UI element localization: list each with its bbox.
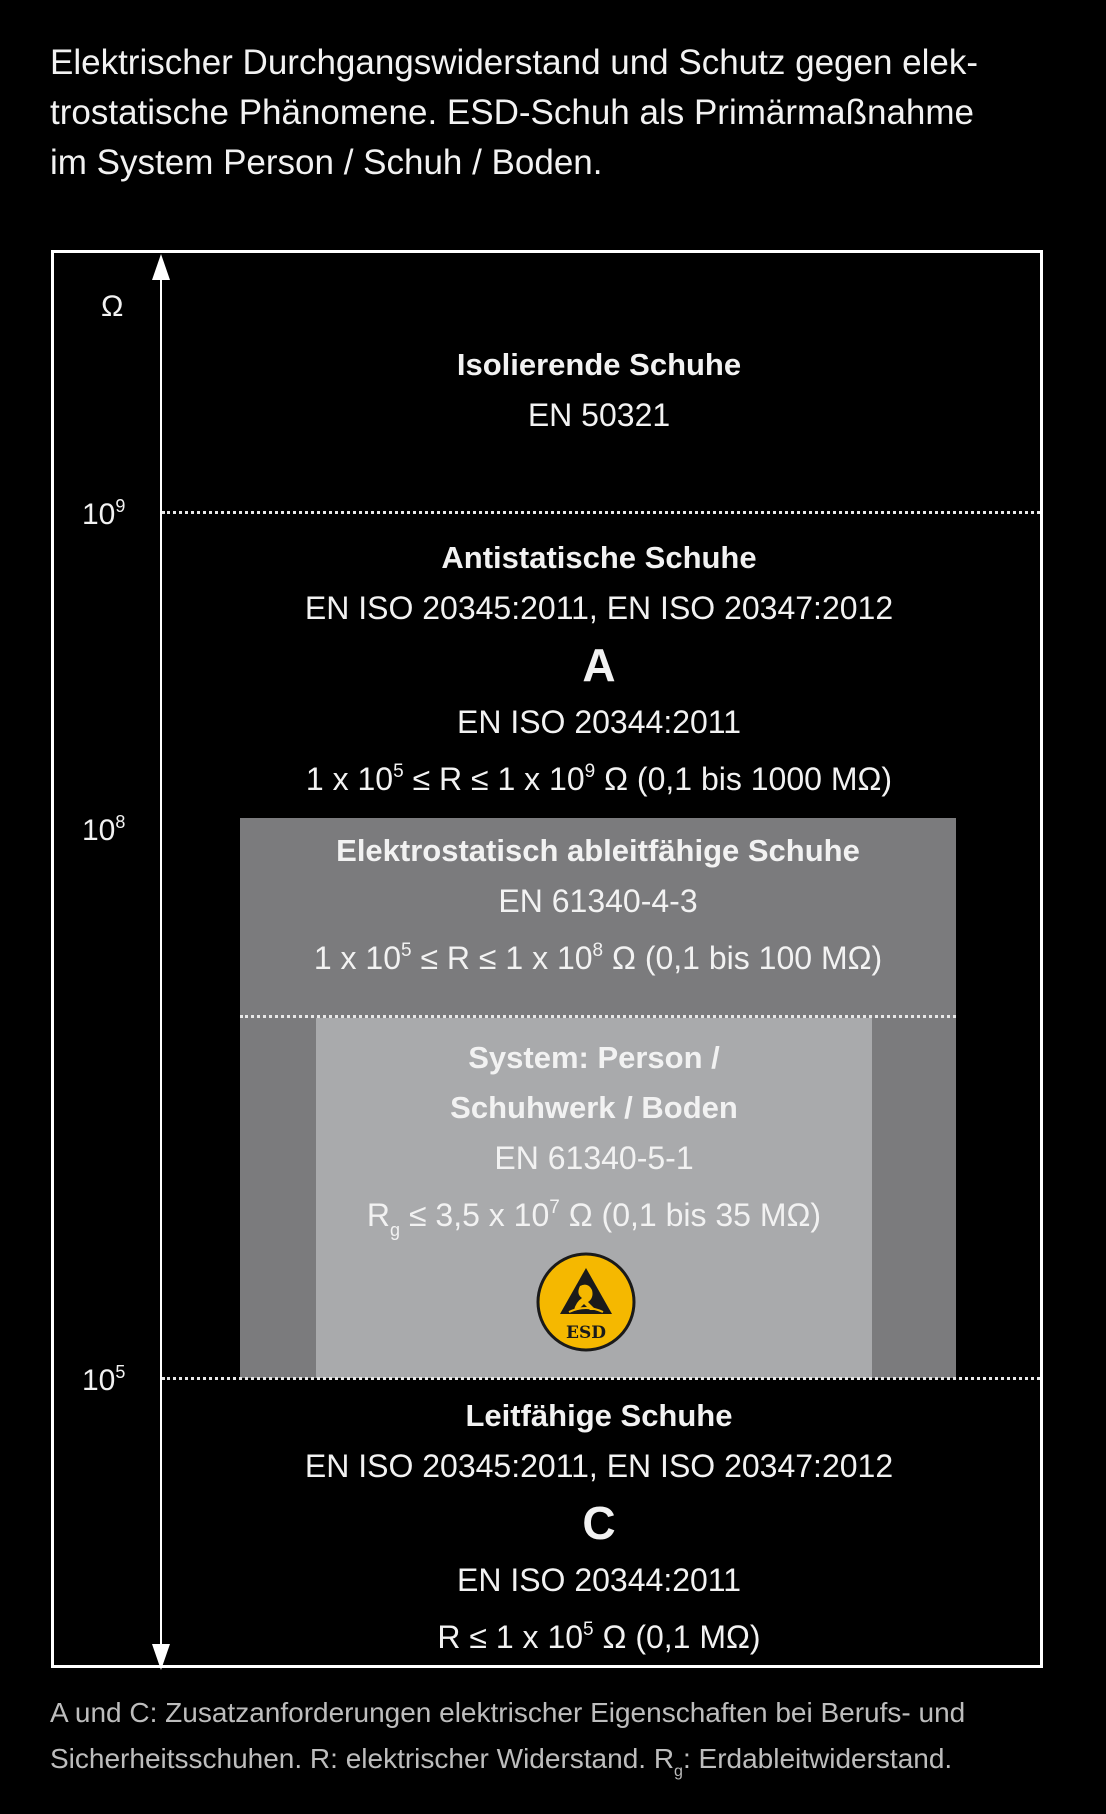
esd-logo-icon (536, 1252, 636, 1352)
insulating-standard: EN 50321 (527, 397, 671, 433)
insulating-title: Isolierende Schuhe (456, 347, 742, 382)
footnote (50, 1690, 1048, 1795)
axis-arrow-up-icon (152, 254, 170, 280)
esd-dissipative-title: Elektrostatisch ableitfähige Schuhe (336, 833, 860, 868)
insulating-shoes-block (180, 340, 1018, 440)
antistatic-range: 1 x $10^5 \le R \le 1$ x $10^9$ Ω (0,1 bis 1000 MΩ) (305, 761, 893, 797)
axis-tick-10e5: $10^5$ (82, 1362, 126, 1397)
system-range: $R_g \le 3,5$ x $10^7$ Ω (0,1 bis 35 MΩ) (366, 1197, 822, 1240)
antistatic-letter: A (582, 639, 616, 691)
esd-dissipative-block (240, 826, 956, 983)
system-title-line-1: System: Person / (468, 1040, 720, 1075)
antistatic-title: Antistatische Schuhe (441, 540, 757, 575)
footnote-line-2: Sicherheitsschuhen. R: elektrischer Widerstand. $R_g$: Erdableitwiderstand. (50, 1743, 953, 1780)
conductive-range: R ≤ 1 x $10^5$ Ω (0,1 MΩ) (437, 1619, 761, 1655)
resistance-axis (160, 262, 162, 1658)
intro-line-3: im System Person / Schuh / Boden. (50, 143, 603, 182)
axis-unit: Ω (101, 290, 124, 323)
conductive-title: Leitfähige Schuhe (465, 1398, 733, 1433)
esd-logo-text: ESD (566, 1323, 606, 1343)
system-block (316, 1033, 872, 1255)
antistatic-standards: EN ISO 20345:2011, EN ISO 20347:2012 (304, 590, 894, 626)
conductive-letter: C (582, 1497, 616, 1549)
conductive-standards: EN ISO 20345:2011, EN ISO 20347:2012 (304, 1448, 894, 1484)
conductive-standard2: EN ISO 20344:2011 (456, 1562, 742, 1598)
conductive-shoes-block (180, 1391, 1018, 1662)
system-title-line-2: Schuhwerk / Boden (450, 1090, 738, 1125)
separator-system (240, 1015, 956, 1018)
axis-tick-10e8: $10^8$ (82, 812, 126, 847)
antistatic-standard2: EN ISO 20344:2011 (456, 704, 742, 740)
intro-line-2: trostatische Phänomene. ESD-Schuh als Primärmaßnahme (50, 93, 975, 132)
footnote-line-1: A und C: Zusatzanforderungen elektrischer Eigenschaften bei Berufs- und (50, 1697, 966, 1728)
separator-10e5 (162, 1377, 1040, 1380)
system-standard: EN 61340-5-1 (494, 1140, 694, 1176)
esd-dissipative-range: 1 x $10^5 \le R \le 1$ x $10^8$ Ω (0,1 bis 100 MΩ) (313, 940, 883, 976)
axis-arrow-down-icon (152, 1644, 170, 1670)
esd-dissipative-standard: EN 61340-4-3 (498, 883, 698, 919)
antistatic-shoes-block (180, 533, 1018, 804)
separator-10e9 (162, 511, 1040, 514)
axis-tick-10e9: $10^9$ (82, 496, 126, 531)
intro-line-1: Elektrischer Durchgangswiderstand und Schutz gegen elek- (50, 43, 979, 82)
intro-text (50, 38, 1048, 188)
